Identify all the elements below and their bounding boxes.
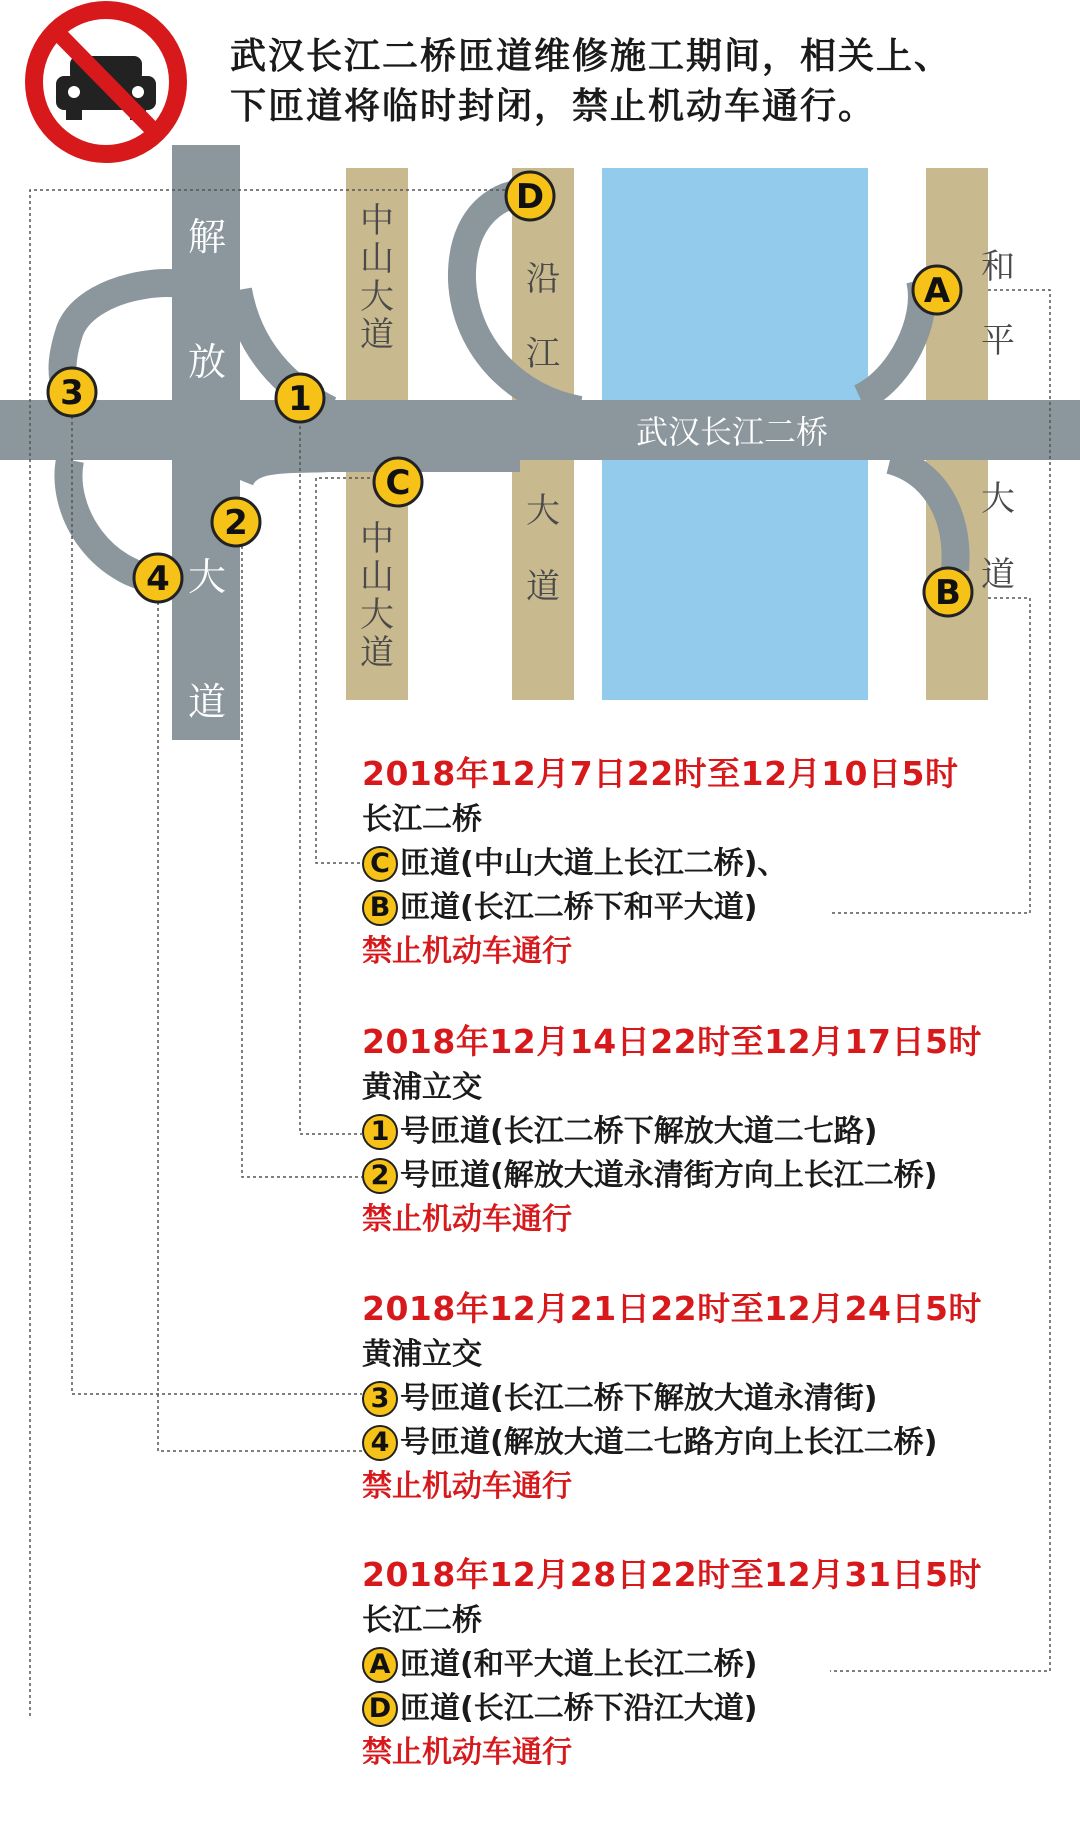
ramp-badge-2: 2 [362, 1158, 398, 1194]
schedule-date: 2018年12月14日22时至12月17日5时 [362, 1022, 982, 1061]
schedule-ban: 禁止机动车通行 [362, 934, 572, 969]
zhongshan-bottom-1: 中 [360, 519, 394, 559]
zhongshan-bottom-3: 大 [360, 595, 394, 635]
ramp-badge-3: 3 [362, 1381, 398, 1417]
zhongshan-top-3: 大 [360, 277, 394, 317]
marker-3 [48, 368, 96, 416]
schedule-item-text: 号匝道(解放大道二七路方向上长江二桥) [400, 1425, 938, 1460]
schedule-block-3 [362, 1287, 1062, 1509]
schedule-block-1 [362, 752, 1062, 974]
heping-label-2: 平 [981, 321, 1015, 361]
marker-b [924, 568, 972, 616]
svg-text:2: 2 [224, 503, 248, 543]
bridge-road [0, 400, 1080, 460]
heping-label-3: 大 [981, 479, 1015, 519]
yanjiang-label-1: 沿 [526, 259, 560, 299]
schedule-item-text: 号匝道(长江二桥下解放大道二七路) [400, 1114, 878, 1149]
svg-text:D: D [515, 177, 545, 217]
schedule-item-text: 匝道(和平大道上长江二桥) [400, 1647, 758, 1682]
svg-text:A: A [923, 271, 951, 311]
zhongshan-top-4: 道 [360, 315, 394, 355]
notice-heading [230, 32, 1050, 132]
schedule-item [362, 1643, 1062, 1687]
schedule-item-text: 匝道(中山大道上长江二桥)、 [400, 846, 788, 881]
schedule-item-text: 号匝道(长江二桥下解放大道永清街) [400, 1381, 878, 1416]
yanjiang-label-3: 大 [526, 491, 560, 531]
no-vehicle-icon [34, 10, 178, 154]
schedule-ban: 禁止机动车通行 [362, 1735, 572, 1770]
marker-a [913, 266, 961, 314]
schedule-ban: 禁止机动车通行 [362, 1202, 572, 1237]
bridge-label: 武汉长江二桥 [635, 413, 829, 451]
schedule-date: 2018年12月21日22时至12月24日5时 [362, 1289, 982, 1328]
jiefang-label-1: 解 [187, 215, 227, 259]
ramp-badge-d: D [362, 1691, 398, 1727]
schedule-item-text: 匝道(长江二桥下沿江大道) [400, 1691, 758, 1726]
ramp-badge-a: A [362, 1647, 398, 1683]
zhongshan-bottom-4: 道 [360, 633, 394, 673]
ramp-badge-b: B [362, 890, 398, 926]
notice-line-2: 下匝道将临时封闭，禁止机动车通行。 [230, 86, 877, 127]
jiefang-label-4: 道 [187, 680, 227, 724]
schedule-item [362, 1110, 1062, 1154]
schedule-item [362, 1421, 1062, 1465]
zhongshan-top-1: 中 [360, 201, 394, 241]
zhongshan-top-2: 山 [360, 239, 394, 279]
schedule-ban: 禁止机动车通行 [362, 1469, 572, 1504]
schedule-block-2 [362, 1020, 1062, 1242]
marker-4 [134, 554, 182, 602]
schedule-item-text: 匝道(长江二桥下和平大道) [400, 890, 758, 925]
yanjiang-label-2: 江 [526, 334, 560, 374]
schedule-date: 2018年12月7日22时至12月10日5时 [362, 754, 959, 793]
schedule-item [362, 1154, 1062, 1198]
svg-text:4: 4 [146, 559, 170, 599]
ramp-badge-1: 1 [362, 1114, 398, 1150]
schedule-block-4 [362, 1553, 1062, 1775]
jiefang-label-3: 大 [187, 555, 227, 599]
heping-label-1: 和 [981, 247, 1015, 287]
svg-text:3: 3 [60, 373, 84, 413]
zhongshan-bottom-2: 山 [360, 557, 394, 597]
schedule-item [362, 842, 1062, 886]
schedule-item [362, 1687, 1062, 1731]
yanjiang-label-4: 道 [526, 567, 560, 607]
marker-1 [276, 374, 324, 422]
schedule-place: 黄浦立交 [362, 1070, 482, 1105]
svg-text:B: B [935, 573, 961, 613]
ramp-badge-c: C [362, 846, 398, 882]
schedule-place: 长江二桥 [362, 1603, 482, 1638]
schedule-item-text: 号匝道(解放大道永清街方向上长江二桥) [400, 1158, 938, 1193]
schedule-place: 黄浦立交 [362, 1337, 482, 1372]
schedule-place: 长江二桥 [362, 802, 482, 837]
ramp-badge-4: 4 [362, 1425, 398, 1461]
marker-c [374, 458, 422, 506]
heping-label-4: 道 [981, 555, 1015, 595]
schedule-item [362, 1377, 1062, 1421]
svg-text:1: 1 [288, 379, 312, 419]
schedule-date: 2018年12月28日22时至12月31日5时 [362, 1555, 982, 1594]
schedule-item [362, 886, 1062, 930]
marker-2 [212, 498, 260, 546]
svg-text:C: C [385, 463, 411, 503]
marker-d [506, 172, 554, 220]
notice-line-1: 武汉长江二桥匝道维修施工期间，相关上、 [230, 36, 953, 77]
jiefang-label-2: 放 [187, 340, 227, 384]
